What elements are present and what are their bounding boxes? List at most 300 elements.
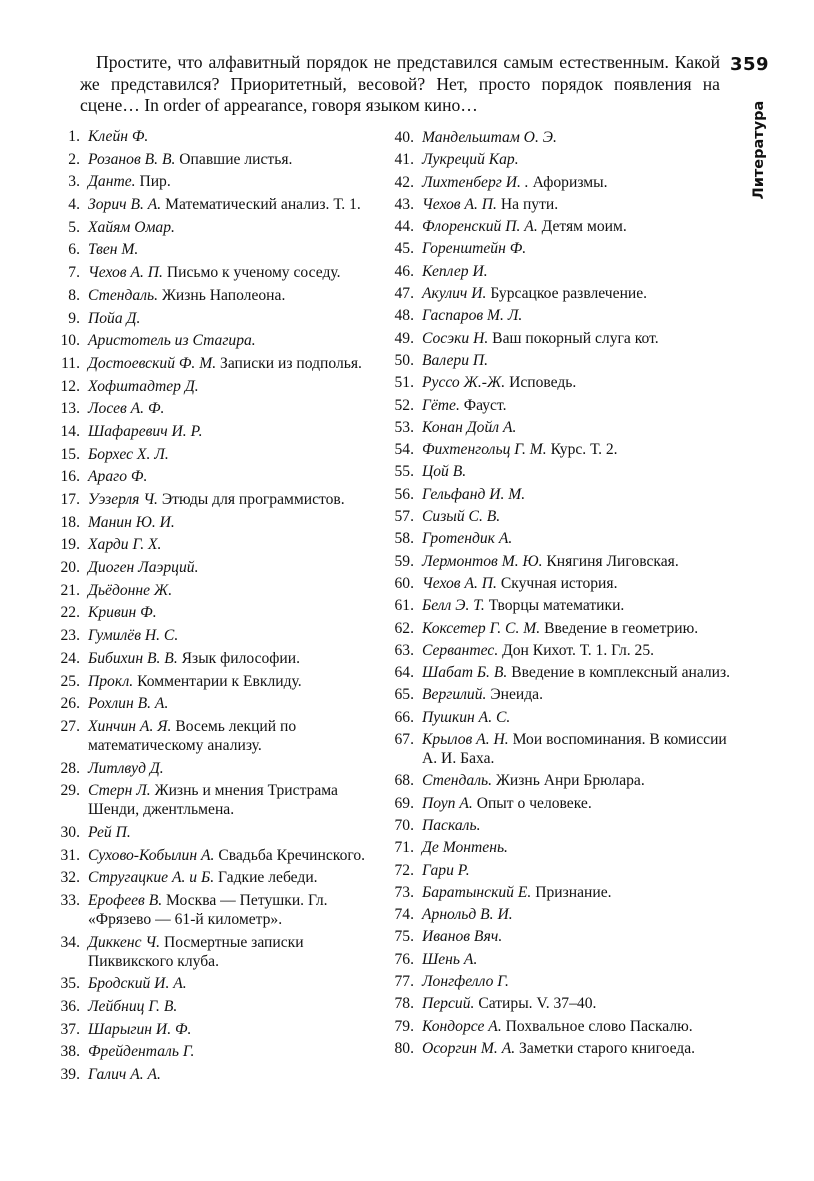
item-text xyxy=(88,997,386,1016)
item-number: 55. xyxy=(394,463,414,481)
item-text xyxy=(88,974,386,993)
item-text xyxy=(422,552,731,571)
list-item xyxy=(386,663,731,682)
item-text xyxy=(422,883,731,902)
item-text xyxy=(88,891,386,929)
item-number: 71. xyxy=(394,839,414,857)
item-text xyxy=(422,306,731,325)
list-item xyxy=(56,399,386,418)
item-author: Сухово-Кобылин А. xyxy=(88,846,215,864)
item-number: 63. xyxy=(394,641,414,659)
item-number: 6. xyxy=(68,241,80,259)
item-text xyxy=(88,626,386,645)
item-author: Араго Ф. xyxy=(88,468,148,486)
list-item xyxy=(386,730,731,768)
item-text xyxy=(422,685,731,704)
list-item xyxy=(56,823,386,842)
item-text xyxy=(88,331,386,350)
item-number: 79. xyxy=(394,1017,414,1035)
list-item xyxy=(386,1017,731,1036)
item-author: Лонгфелло Г. xyxy=(422,972,509,990)
item-number: 24. xyxy=(60,649,80,667)
item-text xyxy=(422,994,731,1013)
item-author: Лукреций Кар. xyxy=(422,151,519,169)
item-title: Афоризмы. xyxy=(532,173,608,191)
item-text xyxy=(88,467,386,486)
list-item xyxy=(386,685,731,704)
item-author: Пойа Д. xyxy=(88,309,141,327)
item-number: 15. xyxy=(60,445,80,463)
item-author: Акулич И. xyxy=(422,285,487,303)
list-item xyxy=(386,373,731,392)
item-number: 48. xyxy=(394,307,414,325)
item-title: Энеида. xyxy=(490,686,543,704)
list-item xyxy=(56,868,386,887)
item-text xyxy=(88,286,386,305)
item-text xyxy=(88,581,386,600)
list-item xyxy=(386,861,731,880)
list-item xyxy=(386,262,731,281)
item-title: Опавшие листья. xyxy=(179,150,293,168)
list-item xyxy=(56,672,386,691)
item-number: 13. xyxy=(60,400,80,418)
list-item xyxy=(386,284,731,303)
list-item xyxy=(386,619,731,638)
item-author: Флоренский П. А. xyxy=(422,218,538,236)
item-author: Галич А. А. xyxy=(88,1066,161,1084)
list-item xyxy=(56,309,386,328)
item-title: Дон Кихот. Т. 1. Гл. 25. xyxy=(502,641,655,659)
item-author: Осоргин М. А. xyxy=(422,1039,516,1057)
item-author: Прокл. xyxy=(88,672,134,690)
item-author: Сизый С. В. xyxy=(422,508,501,526)
list-item xyxy=(56,1020,386,1039)
item-number: 32. xyxy=(60,869,80,887)
item-author: Чехов А. П. xyxy=(422,574,497,592)
item-number: 58. xyxy=(394,530,414,548)
item-text xyxy=(422,972,731,991)
item-text xyxy=(422,351,731,370)
item-text xyxy=(88,1020,386,1039)
list-item xyxy=(56,781,386,819)
item-number: 50. xyxy=(394,351,414,369)
item-author: Кеплер И. xyxy=(422,262,488,280)
item-text xyxy=(422,262,731,281)
reading-list-left xyxy=(56,127,386,1088)
item-number: 69. xyxy=(394,794,414,812)
list-item xyxy=(386,708,731,727)
item-text xyxy=(422,1017,731,1036)
item-author: Пушкин А. С. xyxy=(422,708,511,726)
item-text xyxy=(88,649,386,668)
item-author: Шабат Б. В. xyxy=(422,664,508,682)
item-author: Диоген Лаэрций. xyxy=(88,559,199,577)
item-number: 2. xyxy=(68,150,80,168)
item-number: 12. xyxy=(60,377,80,395)
list-item xyxy=(386,596,731,615)
list-item xyxy=(56,974,386,993)
list-item xyxy=(56,846,386,865)
item-author: Белл Э. Т. xyxy=(422,597,485,615)
item-text xyxy=(88,195,386,214)
item-number: 61. xyxy=(394,597,414,615)
item-author: Руссо Ж.-Ж. xyxy=(422,374,506,392)
list-item xyxy=(386,972,731,991)
item-number: 62. xyxy=(394,619,414,637)
item-title: Курс. Т. 2. xyxy=(550,441,618,459)
item-title: Письмо к ученому соседу. xyxy=(166,264,341,282)
item-author: Арнольд В. И. xyxy=(422,906,513,924)
list-item xyxy=(56,172,386,191)
list-item xyxy=(56,558,386,577)
item-text xyxy=(88,846,386,865)
item-author: Харди Г. Х. xyxy=(88,536,162,554)
item-author: Дьёдонне Ж. xyxy=(88,581,173,599)
item-author: Манин Ю. И. xyxy=(88,513,175,531)
item-text xyxy=(422,794,731,813)
item-author: Бродский И. А. xyxy=(88,975,187,993)
list-item xyxy=(386,838,731,857)
item-text xyxy=(88,781,386,819)
item-text xyxy=(422,418,731,437)
item-author: Уэзерля Ч. xyxy=(88,491,158,508)
item-author: Шень А. xyxy=(422,950,478,968)
item-title: Жизнь Наполеона. xyxy=(161,286,286,304)
item-title: Мои воспоминания. В комиссии А. И. Баха. xyxy=(422,731,727,768)
list-item xyxy=(56,240,386,259)
item-text xyxy=(88,127,386,146)
list-item xyxy=(386,816,731,835)
item-author: Кривин Ф. xyxy=(88,604,157,622)
item-title: Москва — Петушки. Гл. «Фрязево — 61-й километр». xyxy=(88,892,328,928)
item-author: Валери П. xyxy=(422,351,489,369)
list-item xyxy=(56,694,386,713)
list-item xyxy=(386,351,731,370)
item-number: 72. xyxy=(394,861,414,879)
item-author: Поуп А. xyxy=(422,794,473,812)
item-text xyxy=(88,218,386,237)
item-title: Введение в комплексный анализ. xyxy=(511,664,731,682)
item-number: 35. xyxy=(60,975,80,993)
list-item xyxy=(386,440,731,459)
list-item xyxy=(386,306,731,325)
item-author: Иванов Вяч. xyxy=(422,928,503,946)
item-text xyxy=(422,663,731,682)
item-text xyxy=(422,195,731,214)
item-author: Чехов А. П. xyxy=(422,195,497,213)
item-title: Пир. xyxy=(139,173,171,191)
list-item xyxy=(56,467,386,486)
item-title: Бурсацкое развлечение. xyxy=(490,285,648,303)
item-author: Борхес Х. Л. xyxy=(88,445,169,463)
item-number: 5. xyxy=(68,218,80,236)
item-number: 31. xyxy=(60,846,80,864)
page-number: 359 xyxy=(730,54,770,75)
item-text xyxy=(88,513,386,532)
item-title: Гадкие лебеди. xyxy=(218,869,318,887)
item-number: 56. xyxy=(394,485,414,503)
item-number: 17. xyxy=(60,491,80,508)
item-number: 70. xyxy=(394,816,414,834)
item-number: 64. xyxy=(394,664,414,682)
list-item xyxy=(56,377,386,396)
item-number: 10. xyxy=(60,332,80,350)
list-item xyxy=(56,263,386,282)
item-title: Записки из подполья. xyxy=(220,354,362,372)
item-number: 33. xyxy=(60,892,80,909)
list-item xyxy=(56,422,386,441)
list-item xyxy=(56,933,386,971)
item-title: На пути. xyxy=(500,195,559,213)
list-item xyxy=(56,195,386,214)
item-number: 18. xyxy=(60,513,80,531)
item-text xyxy=(422,239,731,258)
item-text xyxy=(422,217,731,236)
item-number: 40. xyxy=(394,129,414,146)
item-author: Конан Дойл А. xyxy=(422,418,517,436)
item-number: 29. xyxy=(60,782,80,800)
list-item xyxy=(386,507,731,526)
item-author: Цой В. xyxy=(422,463,467,481)
item-title: Детям моим. xyxy=(541,218,627,236)
item-title: Восемь лекций по математическому анализу. xyxy=(88,717,297,754)
item-text xyxy=(88,759,386,778)
list-item xyxy=(56,150,386,169)
list-item xyxy=(56,354,386,373)
item-text xyxy=(88,150,386,169)
item-number: 60. xyxy=(394,574,414,592)
item-author: Баратынский Е. xyxy=(422,883,532,901)
item-number: 76. xyxy=(394,950,414,968)
item-title: Ваш покорный слуга кот. xyxy=(492,329,659,347)
item-number: 27. xyxy=(60,717,80,735)
item-text xyxy=(422,329,731,348)
list-item xyxy=(386,217,731,236)
item-number: 11. xyxy=(61,354,80,372)
list-item xyxy=(56,1065,386,1084)
item-text xyxy=(422,730,731,768)
item-text xyxy=(88,490,386,509)
item-title: Заметки старого книгоеда. xyxy=(519,1039,696,1057)
item-text xyxy=(88,445,386,464)
item-number: 25. xyxy=(60,672,80,690)
item-number: 39. xyxy=(60,1066,80,1084)
item-author: Лихтенберг И. . xyxy=(422,173,529,191)
item-number: 21. xyxy=(60,581,80,599)
item-author: Хинчин А. Я. xyxy=(88,717,172,735)
item-text xyxy=(422,596,731,615)
item-author: Фихтенгольц Г. М. xyxy=(422,441,547,459)
item-text xyxy=(422,1039,731,1058)
item-author: Рей П. xyxy=(88,823,131,841)
item-author: Шафаревич И. Р. xyxy=(88,422,203,440)
list-item xyxy=(386,529,731,548)
item-title: Княгиня Лиговская. xyxy=(546,552,679,570)
item-number: 36. xyxy=(60,998,80,1016)
item-text xyxy=(88,354,386,373)
item-author: Гаспаров М. Л. xyxy=(422,307,523,325)
item-number: 20. xyxy=(60,559,80,577)
item-title: Похвальное слово Паскалю. xyxy=(505,1017,693,1035)
item-title: Творцы математики. xyxy=(488,597,625,615)
item-text xyxy=(422,485,731,504)
item-author: Вергилий. xyxy=(422,686,487,704)
item-author: Аристотель из Стагира. xyxy=(88,332,256,350)
item-text xyxy=(88,535,386,554)
item-text xyxy=(422,816,731,835)
list-item xyxy=(56,513,386,532)
item-text xyxy=(88,717,386,755)
list-item xyxy=(386,418,731,437)
item-author: Лосев А. Ф. xyxy=(88,400,165,418)
item-author: Хайям Омар. xyxy=(88,218,175,236)
item-title: Введение в геометрию. xyxy=(544,619,699,637)
section-tab xyxy=(748,100,770,200)
list-item xyxy=(386,396,731,415)
list-item xyxy=(56,649,386,668)
item-author: Клейн Ф. xyxy=(88,128,149,145)
item-number: 80. xyxy=(394,1039,414,1057)
item-text xyxy=(422,150,731,169)
item-text xyxy=(422,173,731,192)
item-author: Диккенс Ч. xyxy=(88,933,161,951)
item-title: Комментарии к Евклиду. xyxy=(137,672,302,690)
item-author: Достоевский Ф. М. xyxy=(88,354,217,372)
item-number: 30. xyxy=(60,823,80,841)
item-text xyxy=(422,619,731,638)
item-number: 23. xyxy=(60,627,80,645)
item-author: Лейбниц Г. В. xyxy=(88,998,178,1016)
intro-paragraph: Простите, что алфавитный порядок не представился самым естественным. Какой же представился? Приоритетный, весовой? Нет, просто порядок появления на сцене… In order of appearance, говоря языком кино… xyxy=(80,52,720,115)
list-item xyxy=(386,927,731,946)
item-number: 78. xyxy=(394,995,414,1013)
item-text xyxy=(422,950,731,969)
list-item xyxy=(386,128,731,147)
item-author: Зорич В. А. xyxy=(88,196,162,214)
item-author: Де Монтень. xyxy=(422,839,508,857)
item-author: Сервантес. xyxy=(422,641,499,659)
list-item xyxy=(56,997,386,1016)
item-text xyxy=(422,641,731,660)
item-text xyxy=(88,603,386,622)
reading-list-right xyxy=(386,128,731,1061)
item-author: Гельфанд И. М. xyxy=(422,485,526,503)
item-author: Твен М. xyxy=(88,241,139,259)
item-number: 49. xyxy=(394,329,414,347)
item-text xyxy=(88,263,386,282)
item-number: 38. xyxy=(60,1043,80,1061)
item-title: Исповедь. xyxy=(509,374,577,392)
item-number: 67. xyxy=(394,731,414,749)
list-item xyxy=(56,218,386,237)
item-title: Скучная история. xyxy=(500,574,618,592)
item-author: Лермонтов М. Ю. xyxy=(422,552,543,570)
item-author: Гари Р. xyxy=(422,861,470,879)
item-author: Гумилёв Н. С. xyxy=(88,627,179,645)
item-author: Мандельштам О. Э. xyxy=(422,129,557,146)
list-item xyxy=(386,552,731,571)
item-number: 19. xyxy=(60,536,80,554)
item-text xyxy=(422,574,731,593)
item-author: Розанов В. В. xyxy=(88,150,176,168)
item-author: Стендаль. xyxy=(422,772,493,790)
item-text xyxy=(88,694,386,713)
item-number: 51. xyxy=(394,374,414,392)
item-title: Посмертные записки Пиквикского клуба. xyxy=(88,933,304,970)
list-item xyxy=(386,641,731,660)
item-number: 77. xyxy=(394,972,414,990)
list-item xyxy=(386,150,731,169)
item-number: 8. xyxy=(68,286,80,304)
list-item xyxy=(56,626,386,645)
item-number: 53. xyxy=(394,418,414,436)
item-author: Ерофеев В. xyxy=(88,892,163,909)
list-item xyxy=(56,490,386,509)
item-number: 54. xyxy=(394,441,414,459)
item-text xyxy=(88,422,386,441)
item-author: Персий. xyxy=(422,995,475,1013)
item-number: 16. xyxy=(60,468,80,486)
item-text xyxy=(88,377,386,396)
item-author: Рохлин В. А. xyxy=(88,695,169,713)
list-item xyxy=(386,574,731,593)
item-text xyxy=(88,933,386,971)
item-title: Фауст. xyxy=(463,396,507,414)
list-item xyxy=(56,603,386,622)
item-text xyxy=(88,672,386,691)
item-author: Данте. xyxy=(88,173,136,191)
item-author: Паскаль. xyxy=(422,816,481,834)
item-title: Этюды для программистов. xyxy=(161,491,345,508)
list-item xyxy=(386,771,731,790)
list-item xyxy=(56,581,386,600)
item-author: Фрейденталь Г. xyxy=(88,1043,195,1061)
item-number: 52. xyxy=(394,396,414,414)
item-author: Хофштадтер Д. xyxy=(88,377,199,395)
item-text xyxy=(88,868,386,887)
item-number: 46. xyxy=(394,262,414,280)
item-number: 73. xyxy=(394,883,414,901)
item-author: Кондорсе А. xyxy=(422,1017,502,1035)
item-author: Шарыгин И. Ф. xyxy=(88,1020,192,1038)
item-text xyxy=(422,128,731,147)
item-text xyxy=(422,396,731,415)
item-text xyxy=(88,172,386,191)
item-number: 3. xyxy=(68,173,80,191)
list-item xyxy=(56,445,386,464)
item-text xyxy=(422,373,731,392)
list-item xyxy=(386,950,731,969)
item-number: 7. xyxy=(68,264,80,282)
item-title: Жизнь Анри Брюлара. xyxy=(495,772,645,790)
item-author: Чехов А. П. xyxy=(88,264,163,282)
item-text xyxy=(422,284,731,303)
item-author: Коксетер Г. С. М. xyxy=(422,619,541,637)
item-text xyxy=(88,1065,386,1084)
item-number: 28. xyxy=(60,759,80,777)
item-text xyxy=(422,771,731,790)
item-text xyxy=(422,838,731,857)
item-text xyxy=(88,240,386,259)
item-number: 22. xyxy=(60,604,80,622)
item-number: 4. xyxy=(68,196,80,214)
item-title: Математический анализ. Т. 1. xyxy=(165,196,361,214)
list-item xyxy=(386,1039,731,1058)
item-text xyxy=(88,558,386,577)
item-text xyxy=(88,823,386,842)
item-number: 75. xyxy=(394,928,414,946)
item-author: Гёте. xyxy=(422,396,460,414)
